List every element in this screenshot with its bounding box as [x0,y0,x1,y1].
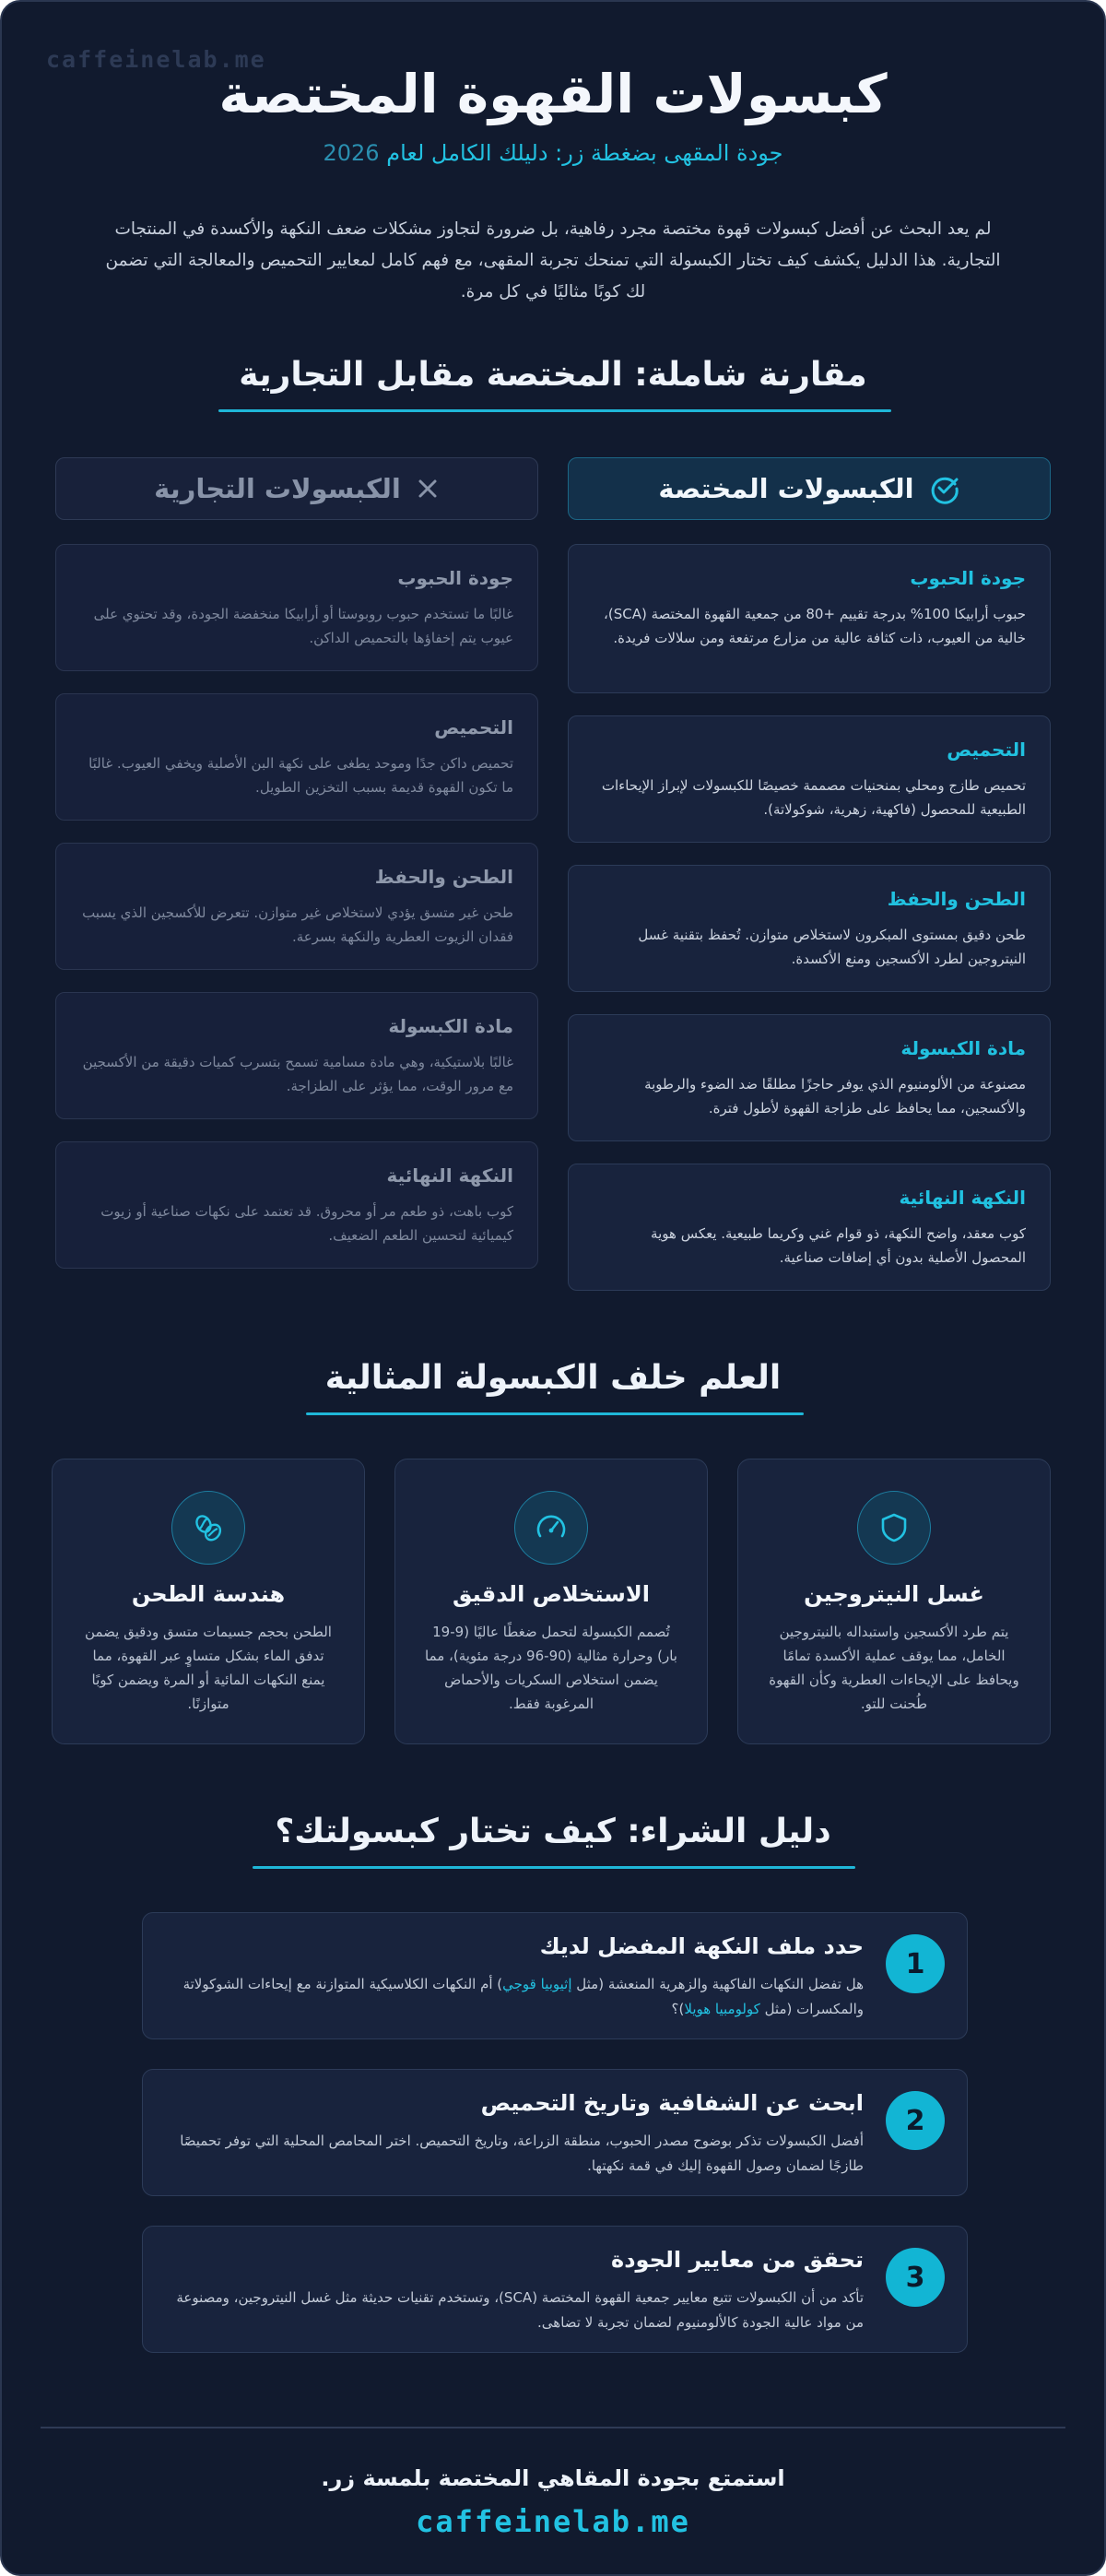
step-text: أفضل الكبسولات تذكر بوضوح مصدر الحبوب، منطقة الزراعة، وتاريخ التحميص. اختر المحامص المحلية التي توفر تحميصًا طازجًا لضمان وصول القهوة إليك في قمة نكهتها. [180,2133,864,2174]
science-card-title: هندسة الطحن [131,1581,286,1607]
commercial-card-roasting [55,693,538,821]
card-text: كوب باهت، ذو طعم مر أو محروق. قد تعتمد على نكهات صناعية أو زيوت كيميائية لتحسين الطعم الضعيف. [100,1203,513,1244]
subtitle-year: 2026 [323,140,380,166]
card-text: طحن غير متسق يؤدي لاستخلاص غير متوازن. تتعرض للأكسجين الذي يسبب فقدان الزيوت العطرية والنكهة بسرعة. [82,904,513,945]
science-card-text: يتم طرد الأكسجين واستبداله بالنيتروجين الخامل، مما يوقف عملية الأكسدة تمامًا ويحافظ على الإيحاءات العطرية وكأن القهوة طُحنت للتو. [769,1624,1019,1712]
footer-tagline: استمتع بجودة المقاهي المختصة بلمسة زر. [321,2465,785,2491]
specialty-card-beans [568,544,1051,693]
card-title: الطحن والحفظ [374,866,513,888]
card-title: النكهة النهائية [899,1187,1026,1209]
card-text: مصنوعة من الألومنيوم الذي يوفر حاجزًا مطلقًا ضد الضوء والرطوبة والأكسجين، مما يحافظ على طزاجة القهوة لأطول فترة. [644,1076,1026,1117]
step-text: تأكد من أن الكبسولات تتبع معايير جمعية القهوة المختصة (SCA)، وتستخدم تقنيات حديثة مثل غسل النيتروجين، ومصنوعة من مواد عالية الجودة كالألومنيوم لضمان تجربة لا تضاهى. [176,2289,864,2331]
guide-title-underline [253,1866,855,1869]
specialty-card-grinding [568,865,1051,992]
shield-icon [857,1491,931,1565]
coffee-beans-icon [171,1491,245,1565]
card-text: طحن دقيق بمستوى المبكرون لاستخلاص متوازن. تُحفظ بتقنية غسل النيتروجين لطرد الأكسجين ومنع الأكسدة. [638,927,1026,967]
card-title: مادة الكبسولة [388,1015,513,1037]
card-text: تحميص طازج ومحلي بمنحنيات مصممة خصيصًا للكبسولات لإبراز الإيحاءات الطبيعية للمحصول (فاكهية، زهرية، شوكولاتة). [601,777,1026,818]
guide-step-1 [142,1912,968,2039]
page-subtitle [2,140,1104,166]
science-card-title: غسل النيتروجين [804,1581,984,1607]
science-card-grinding [52,1459,365,1744]
step-text [171,1972,864,2022]
specialty-header-label: الكبسولات المختصة [658,473,914,504]
step-number: 2 [886,2091,945,2150]
card-text: غالبًا بلاستيكية، وهي مادة مسامية تسمح بتسرب كميات دقيقة من الأكسجين مع مرور الوقت، مما يؤثر على الطزاجة. [82,1054,513,1094]
subtitle-text: جودة المقهى بضغطة زر: دليلك الكامل لعام [386,140,783,166]
step-title: ابحث عن الشفافية وتاريخ التحميص [480,2090,864,2116]
card-text: كوب معقد، واضح النكهة، ذو قوام غني وكريما طبيعية. يعكس هوية المحصول الأصلية بدون أي إضافات صناعية. [651,1225,1026,1266]
commercial-card-grinding [55,843,538,970]
science-card-text: تُصمم الكبسولة لتحمل ضغطًا عاليًا (9-19 بار) وحرارة مثالية (90-96 درجة مئوية)، مما يضمن استخلاص السكريات والأحماض المرغوبة فقط. [425,1624,677,1712]
card-text: غالبًا ما تستخدم حبوب روبوستا أو أرابيكا منخفضة الجودة، وقد تحتوي على عيوب يتم إخفاؤها بالتحميص الداكن. [93,606,513,646]
card-title: الطحن والحفظ [887,888,1026,910]
science-card-nitrogen [737,1459,1051,1744]
step-number: 1 [886,1934,945,1993]
card-title: النكهة النهائية [386,1164,513,1187]
card-title: التحميص [434,716,513,739]
card-title: التحميص [947,739,1026,761]
commercial-card-capsule-material [55,992,538,1119]
card-title: مادة الكبسولة [900,1037,1026,1059]
step-text-part: هل تفضل النكهات الفاكهية والزهرية المنعشة (مثل [571,1976,864,1992]
step-title: حدد ملف النكهة المفضل لديك [539,1933,864,1959]
highlight-colombia: كولومبيا هويلا [684,2001,760,2017]
intro-paragraph: لم يعد البحث عن أفضل كبسولات قهوة مختصة مجرد رفاهية، بل ضرورة لتجاوز مشكلات ضعف النكهة والأكسدة في المنتجات التجارية. هذا الدليل يكشف كيف تختار الكبسولة التي تمنحك تجربة المقهى، مع فهم كامل لمعايير التحميص والمعالجة التي تضمن لك كوبًا مثاليًا في كل مرة. [105,219,1001,301]
science-card-title: الاستخلاص الدقيق [453,1581,650,1607]
step-number: 3 [886,2248,945,2307]
commercial-card-beans [55,544,538,671]
science-title-underline [306,1412,804,1415]
guide-step-2 [142,2069,968,2196]
commercial-column-header [55,457,538,520]
specialty-column-header [568,457,1051,520]
commercial-header-label: الكبسولات التجارية [154,473,401,504]
science-title: العلم خلف الكبسولة المثالية [324,1359,782,1397]
specialty-card-capsule-material [568,1014,1051,1141]
footer-brand-link[interactable]: caffeinelab.me [416,2504,690,2539]
highlight-ethiopia: إثيوبيا قوجي [502,1976,572,1992]
guide-step-3 [142,2226,968,2353]
card-text: تحميص داكن جدًا وموحد يطغى على نكهة البن الأصلية ويخفي العيوب. غالبًا ما تكون القهوة قديمة بسبب التخزين الطويل. [88,755,513,796]
science-card-text: الطحن بحجم جسيمات متسق ودقيق يضمن تدفق الماء بشكل متساوٍ عبر القهوة، مما يمنع النكهات المائية أو المرة ويضمن كوبًا متوازنًا. [85,1624,332,1712]
check-circle-icon [929,473,960,504]
card-text: حبوب أرابيكا 100% بدرجة تقييم +80 من جمعية القهوة المختصة (SCA)، خالية من العيوب، ذات كثافة عالية من مزارع مرتفعة ومن سلالات فريدة. [604,606,1026,646]
page-title: كبسولات القهوة المختصة [218,63,888,125]
card-title: جودة الحبوب [910,567,1026,589]
x-icon [416,477,440,501]
step-text-part: )؟ [671,2001,685,2017]
comparison-title-underline [218,409,891,412]
specialty-card-final-flavor [568,1164,1051,1291]
specialty-card-roasting [568,715,1051,843]
card-title: جودة الحبوب [397,567,513,589]
guide-title: دليل الشراء: كيف تختار كبسولتك؟ [275,1813,831,1850]
watermark: caffeinelab.me [46,46,266,73]
footer-divider [41,2427,1065,2428]
step-title: تحقق من معايير الجودة [611,2247,864,2273]
gauge-icon [514,1491,588,1565]
commercial-card-final-flavor [55,1141,538,1269]
step-text-part: ) أم النكهات الكلاسيكية المتوازنة مع إيحاءات الشوكولاتة والمكسرات (مثل [182,1976,864,2017]
comparison-title: مقارنة شاملة: المختصة مقابل التجارية [239,356,867,394]
science-card-extraction [394,1459,708,1744]
